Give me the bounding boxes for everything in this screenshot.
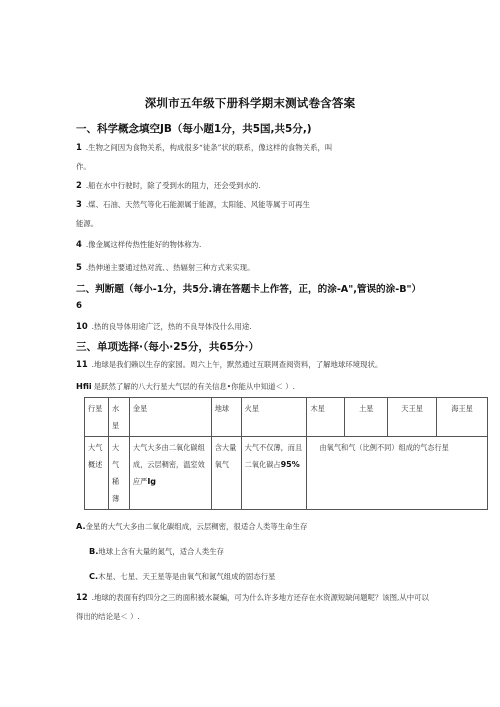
table-cell bbox=[129, 437, 211, 510]
option-a[interactable] bbox=[76, 521, 307, 532]
question-number: 2 bbox=[76, 180, 82, 190]
table-cell: 海王星 bbox=[437, 398, 488, 437]
question-3-continuation: 能源。 bbox=[76, 219, 99, 228]
table-cell: 天王星 bbox=[388, 398, 437, 437]
question-text: .生物之间因为食物关系，构成很多“徒条”状的联系，像这样的食物关系，叫 bbox=[85, 143, 333, 152]
mars-description-bold: 95% bbox=[280, 460, 300, 469]
question-10 bbox=[76, 321, 252, 332]
question-number: 12 bbox=[76, 592, 88, 602]
option-c[interactable] bbox=[89, 571, 276, 582]
section-2-heading: 二、判断题（每小-1分，共5分.请在答题卡上作答，正，的涂-A",管误的涂-B"） bbox=[76, 284, 422, 295]
question-number: 11 bbox=[76, 359, 88, 369]
question-6: 6 bbox=[76, 301, 82, 311]
venus-description-bold: Ig bbox=[147, 477, 157, 486]
table-cell: 土星 bbox=[345, 398, 388, 437]
question-4 bbox=[76, 239, 201, 250]
option-label: A. bbox=[76, 521, 86, 531]
option-label: B. bbox=[89, 546, 99, 556]
table-cell: 金星 bbox=[129, 398, 211, 437]
table-cell: 含大量氧气 bbox=[211, 437, 241, 510]
table-cell: 行星 bbox=[85, 398, 109, 437]
question-11-stem bbox=[76, 381, 295, 392]
table-cell: 火星 bbox=[241, 398, 307, 437]
table-cell: 大气稀薄 bbox=[108, 437, 129, 510]
page-title: 深圳市五年级下册科学期末测试卷含答案 bbox=[144, 96, 356, 110]
table-cell: 大气概述 bbox=[85, 437, 109, 510]
question-12-continuation: 得出的结论是＜ ）. bbox=[76, 612, 140, 621]
option-text: 地球上含有大量的氮气，适合人类生存 bbox=[98, 547, 225, 556]
option-text: 木星、七星、天王星等是由氧气和氮气组成的固态行星 bbox=[98, 572, 276, 581]
question-text: .像金属这样传热性能好的物体称为. bbox=[85, 240, 202, 249]
question-number: 5 bbox=[76, 262, 82, 272]
question-text: .地球的表面有约四分之三的面积被水凝蝙，可为什么许多地方还存在水资源短缺问题呢？该图,从中可以 bbox=[91, 593, 429, 602]
question-text: .船在水中行驶时，除了受到水的阻力，还会受到水的. bbox=[85, 181, 261, 190]
venus-description: 大气大多由二氧化碳组成，云层稠密，温室效应严 bbox=[132, 443, 205, 486]
question-11 bbox=[76, 359, 382, 370]
question-1-continuation: 作。 bbox=[76, 162, 91, 171]
question-number: 4 bbox=[76, 239, 82, 249]
question-3 bbox=[76, 199, 310, 210]
table-row bbox=[85, 437, 488, 510]
question-number: 3 bbox=[76, 199, 82, 209]
section-1-heading: 一、科学概念填空JB（每小题1分，共5国,共5分,) bbox=[76, 123, 312, 135]
table-cell: 水星 bbox=[108, 398, 129, 437]
question-number: 10 bbox=[76, 321, 88, 331]
table-cell: 由氧气和气（比例不同）组成的气态行星 bbox=[307, 437, 488, 510]
question-text: .地球是我们赖以生存的家园。周六上午，默然通过互联网查阅资料，了解地球环境现状。 bbox=[91, 360, 383, 369]
option-b[interactable] bbox=[89, 546, 224, 557]
question-number: 1 bbox=[76, 142, 82, 152]
planet-atmosphere-table bbox=[84, 397, 488, 510]
question-12 bbox=[76, 592, 429, 603]
option-text: 金星的大气大多由二氧化碳组成，云层稠密，很适合人类等生命生存 bbox=[85, 522, 308, 531]
stem-text: 是跃然了解的八大行星大气层的有关信息•你能从中知道＜ ）. bbox=[93, 382, 295, 391]
question-text: .热的良导体用途广泛，热的不良导体没什么用途. bbox=[91, 322, 252, 331]
table-cell: 地球 bbox=[211, 398, 241, 437]
question-text: .煤、石油、天然气等化石能源属于能源，太阳能、风能等属于可再生 bbox=[85, 200, 310, 209]
mars-description: 大气不仅薄，而且二氧化碳占 bbox=[244, 443, 303, 469]
section-3-heading: 三、单项选择·（每小·25分，共65分·） bbox=[76, 341, 259, 353]
question-text: .热伸递主要通过热对流、、热辐射三种方式来实现。 bbox=[85, 263, 255, 272]
table-cell bbox=[241, 437, 307, 510]
table-cell: 木星 bbox=[307, 398, 345, 437]
question-1 bbox=[76, 142, 332, 153]
stem-prefix: Hfii bbox=[76, 381, 92, 391]
option-label: C. bbox=[89, 571, 99, 581]
question-5 bbox=[76, 262, 254, 273]
table-row bbox=[85, 398, 488, 437]
question-2 bbox=[76, 180, 261, 191]
